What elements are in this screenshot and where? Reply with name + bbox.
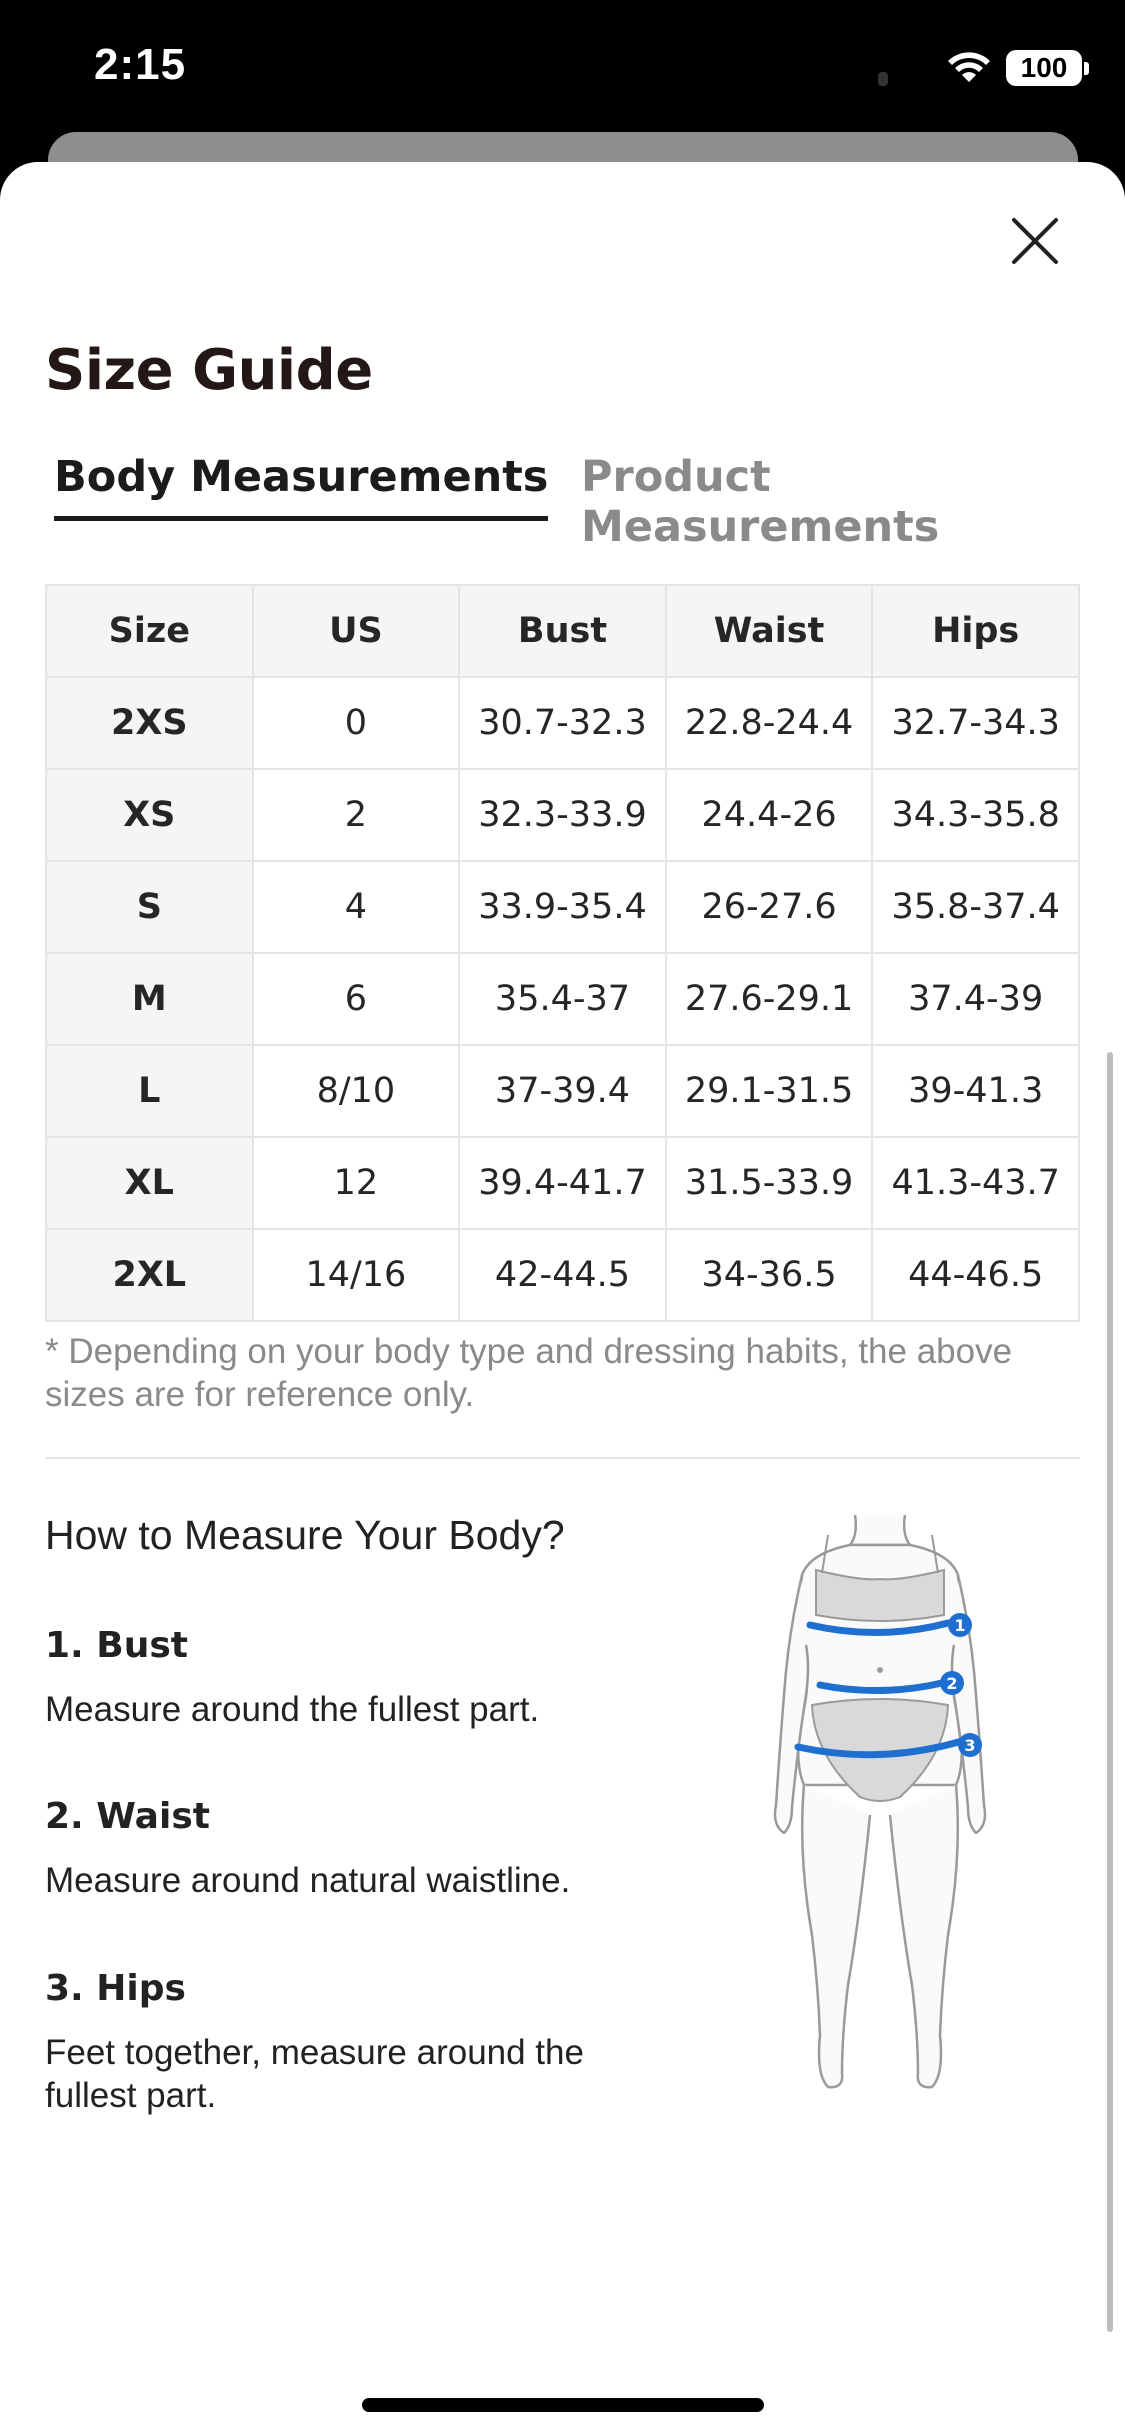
wifi-icon [946,50,992,84]
tab-product-measurements[interactable]: Product Measurements [581,452,940,552]
cell-waist: 31.5-33.9 [666,1137,873,1229]
marker-1: 1 [954,1616,966,1635]
section-divider [45,1457,1080,1459]
cell-bust: 32.3-33.9 [459,769,666,861]
size-guide-sheet [0,162,1125,2436]
cell-hips: 35.8-37.4 [872,861,1079,953]
step-waist [45,1796,685,1902]
cell-size: S [46,861,253,953]
cell-waist: 24.4-26 [666,769,873,861]
table-row [46,861,1079,953]
marker-2: 2 [946,1674,958,1693]
close-icon[interactable] [1002,208,1068,274]
table-row [46,953,1079,1045]
cell-waist: 22.8-24.4 [666,677,873,769]
camera-indicator-dot [878,72,888,86]
cell-hips: 34.3-35.8 [872,769,1079,861]
cell-bust: 42-44.5 [459,1229,666,1321]
cell-waist: 34-36.5 [666,1229,873,1321]
header-bust: Bust [459,585,666,677]
cell-waist: 26-27.6 [666,861,873,953]
table-header-row [46,585,1079,677]
cell-waist: 27.6-29.1 [666,953,873,1045]
cell-hips: 44-46.5 [872,1229,1079,1321]
table-row [46,1045,1079,1137]
header-size: Size [46,585,253,677]
step-description: Feet together, measure around the fullest part. [45,2033,584,2115]
how-to-measure-title: How to Measure Your Body? [45,1512,565,1558]
cell-size: 2XS [46,677,253,769]
cell-size: XL [46,1137,253,1229]
reference-note: * Depending on your body type and dressing habits, the above sizes are for reference only. [45,1332,1013,1414]
scrollbar[interactable] [1107,1052,1113,2332]
cell-bust: 35.4-37 [459,953,666,1045]
cell-size: XS [46,769,253,861]
marker-3: 3 [964,1736,976,1755]
step-title: 3. Hips [45,1968,186,2009]
cell-us: 4 [253,861,460,953]
cell-hips: 37.4-39 [872,953,1079,1045]
header-us: US [253,585,460,677]
cell-us: 2 [253,769,460,861]
page-title: Size Guide [45,338,373,403]
step-title: 2. Waist [45,1796,210,1837]
step-hips [45,1968,685,2117]
battery-icon [1006,50,1082,86]
body-measurement-figure [770,1515,990,2095]
cell-us: 6 [253,953,460,1045]
step-description: Measure around natural waistline. [45,1861,571,1900]
cell-size: M [46,953,253,1045]
cell-us: 12 [253,1137,460,1229]
cell-us: 8/10 [253,1045,460,1137]
tab-body-measurements[interactable]: Body Measurements [54,452,548,521]
cell-waist: 29.1-31.5 [666,1045,873,1137]
cell-bust: 37-39.4 [459,1045,666,1137]
status-bar [0,0,1125,140]
home-indicator[interactable] [362,2398,764,2412]
size-table [45,584,1080,1322]
cell-us: 14/16 [253,1229,460,1321]
table-row [46,1137,1079,1229]
status-time: 2:15 [94,40,187,89]
cell-bust: 33.9-35.4 [459,861,666,953]
cell-size: 2XL [46,1229,253,1321]
battery-tip [1084,62,1089,75]
cell-bust: 30.7-32.3 [459,677,666,769]
step-description: Measure around the fullest part. [45,1690,540,1729]
header-hips: Hips [872,585,1079,677]
cell-hips: 41.3-43.7 [872,1137,1079,1229]
measurement-tabs [0,452,1125,552]
cell-us: 0 [253,677,460,769]
battery-level: 100 [1020,52,1068,83]
cell-hips: 32.7-34.3 [872,677,1079,769]
step-bust [45,1625,685,1731]
table-row [46,769,1079,861]
step-title: 1. Bust [45,1625,188,1666]
table-row [46,677,1079,769]
cell-size: L [46,1045,253,1137]
header-waist: Waist [666,585,873,677]
table-row [46,1229,1079,1321]
cell-hips: 39-41.3 [872,1045,1079,1137]
cell-bust: 39.4-41.7 [459,1137,666,1229]
